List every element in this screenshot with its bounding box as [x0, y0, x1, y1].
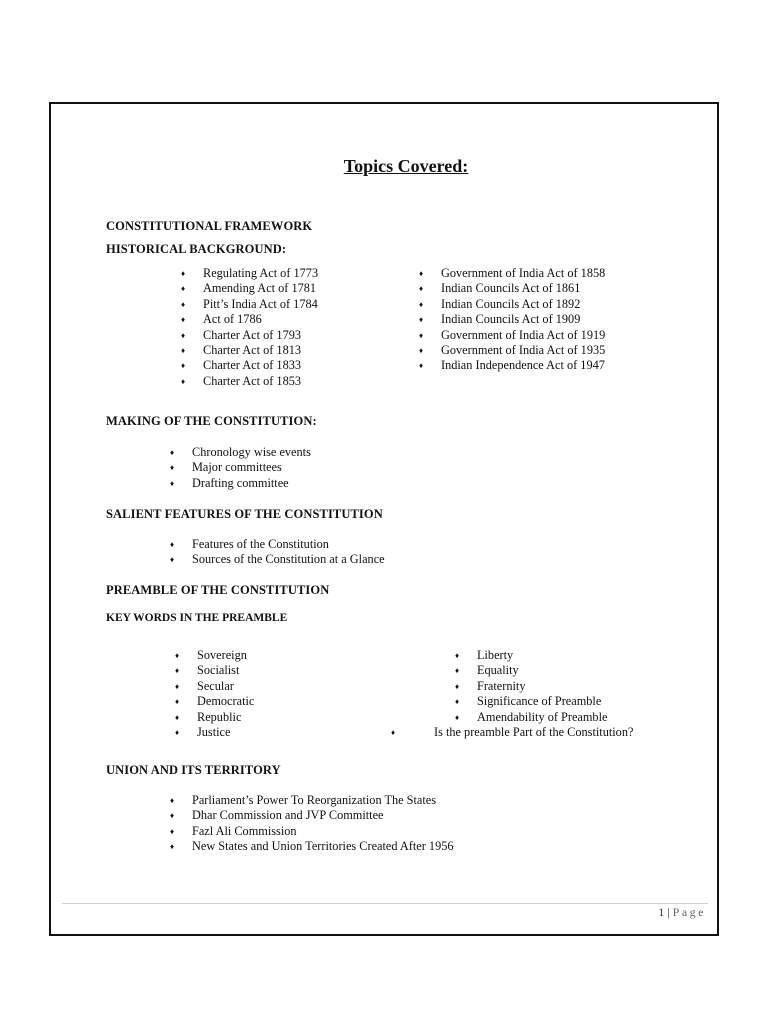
subheading-key-words: KEY WORDS IN THE PREAMBLE: [106, 612, 288, 624]
list-item: ♦ Indian Councils Act of 1892: [419, 296, 581, 311]
list-item: ♦ Is the preamble Part of the Constitution?: [391, 725, 634, 739]
list-item: ♦ Justice: [175, 724, 231, 739]
bullet-icon: ♦: [170, 555, 175, 565]
list-item: ♦ Features of the Constitution: [170, 537, 329, 551]
bullet-icon: ♦: [181, 330, 186, 340]
list-item: ♦ Sources of the Constitution at a Glance: [170, 552, 385, 567]
page-title: Topics Covered:: [343, 156, 469, 176]
heading-union-territory: UNION AND ITS TERRITORY: [106, 763, 281, 777]
bullet-icon: ♦: [455, 666, 460, 676]
list-item: ♦ Republic: [175, 709, 242, 724]
bullet-icon: ♦: [391, 728, 396, 737]
bullet-icon: ♦: [419, 269, 424, 278]
list-item: ♦ Charter Act of 1813: [181, 342, 302, 357]
page-footer: [658, 905, 706, 920]
bullet-icon: ♦: [419, 345, 424, 355]
bullet-icon: ♦: [419, 315, 424, 325]
bullet-icon: ♦: [170, 826, 175, 836]
list-item: ♦ Parliament’s Power To Reorganization The States: [170, 793, 437, 807]
bullet-icon: ♦: [181, 376, 186, 386]
bullet-icon: ♦: [170, 540, 175, 549]
preamble-extra-item: [391, 725, 633, 740]
list-item: ♦ Secular: [175, 678, 234, 693]
list-item: ♦ Liberty: [455, 648, 514, 662]
list-item: ♦ Regulating Act of 1773: [181, 266, 319, 280]
bullet-icon: ♦: [181, 269, 186, 278]
bullet-icon: ♦: [419, 330, 424, 340]
list-item: ♦ Drafting committee: [170, 475, 289, 490]
bullet-icon: ♦: [181, 315, 186, 325]
bullet-icon: ♦: [419, 361, 424, 371]
list-item: ♦ Equality: [455, 663, 519, 678]
list-item: ♦ Fraternity: [455, 678, 526, 693]
list-item: ♦ Chronology wise events: [170, 445, 311, 459]
list-item: ♦ Government of India Act of 1858: [419, 266, 606, 280]
bullet-icon: ♦: [181, 345, 186, 355]
bullet-icon: ♦: [170, 811, 175, 821]
heading-preamble: PREAMBLE OF THE CONSTITUTION: [106, 583, 330, 597]
list-item: ♦ Indian Independence Act of 1947: [419, 358, 605, 373]
list-item: ♦ Charter Act of 1833: [181, 358, 302, 373]
list-item: ♦ Indian Councils Act of 1861: [419, 281, 581, 296]
footer-rule: [62, 903, 708, 904]
bullet-icon: ♦: [170, 448, 175, 457]
historical-list-right: [419, 266, 605, 374]
list-item: ♦ Indian Councils Act of 1909: [419, 312, 581, 327]
union-list: [170, 793, 454, 855]
heading-historical-background: HISTORICAL BACKGROUND:: [106, 242, 287, 256]
list-item: ♦ Major committees: [170, 460, 282, 475]
list-item: ♦ Charter Act of 1793: [181, 327, 302, 342]
bullet-icon: ♦: [455, 712, 460, 722]
list-item: ♦ Sovereign: [175, 648, 247, 662]
page-number: 1: [658, 905, 665, 919]
salient-list: [170, 537, 385, 568]
bullet-icon: ♦: [170, 842, 175, 852]
making-list: [170, 445, 311, 491]
bullet-icon: ♦: [181, 284, 186, 294]
preamble-list-right: [455, 648, 607, 725]
bullet-icon: ♦: [175, 666, 180, 676]
list-item: ♦ Significance of Preamble: [455, 694, 602, 709]
list-item: ♦ Socialist: [175, 663, 240, 678]
bullet-icon: ♦: [170, 478, 175, 488]
preamble-list-left: [175, 648, 254, 740]
bullet-icon: ♦: [455, 681, 460, 691]
page-separator: |: [667, 905, 670, 919]
page-label: Page: [672, 905, 706, 919]
bullet-icon: ♦: [175, 651, 180, 660]
bullet-icon: ♦: [175, 697, 180, 707]
bullet-icon: ♦: [455, 697, 460, 707]
list-item: ♦ Government of India Act of 1919: [419, 327, 606, 342]
list-item: ♦ Charter Act of 1853: [181, 373, 302, 388]
bullet-icon: ♦: [175, 712, 180, 722]
bullet-icon: ♦: [175, 681, 180, 691]
heading-constitutional-framework: CONSTITUTIONAL FRAMEWORK: [106, 219, 313, 233]
list-item: ♦ Government of India Act of 1935: [419, 342, 606, 357]
list-item: ♦ Democratic: [175, 694, 255, 709]
heading-making-of-constitution: MAKING OF THE CONSTITUTION:: [106, 414, 317, 428]
list-item: ♦ Pitt’s India Act of 1784: [181, 296, 318, 311]
bullet-icon: ♦: [181, 299, 186, 309]
list-item: ♦ Act of 1786: [181, 312, 262, 327]
list-item: ♦ Amending Act of 1781: [181, 281, 317, 296]
heading-salient-features: SALIENT FEATURES OF THE CONSTITUTION: [106, 507, 383, 521]
list-item: ♦ New States and Union Territories Created After 1956: [170, 839, 454, 854]
historical-list-left: [181, 266, 318, 389]
bullet-icon: ♦: [170, 796, 175, 805]
bullet-icon: ♦: [181, 361, 186, 371]
bullet-icon: ♦: [170, 463, 175, 473]
bullet-icon: ♦: [419, 284, 424, 294]
list-item: ♦ Amendability of Preamble: [455, 709, 608, 724]
bullet-icon: ♦: [175, 727, 180, 737]
list-item: ♦ Dhar Commission and JVP Committee: [170, 808, 384, 823]
bullet-icon: ♦: [419, 299, 424, 309]
list-item: ♦ Fazl Ali Commission: [170, 823, 297, 838]
bullet-icon: ♦: [455, 651, 460, 660]
